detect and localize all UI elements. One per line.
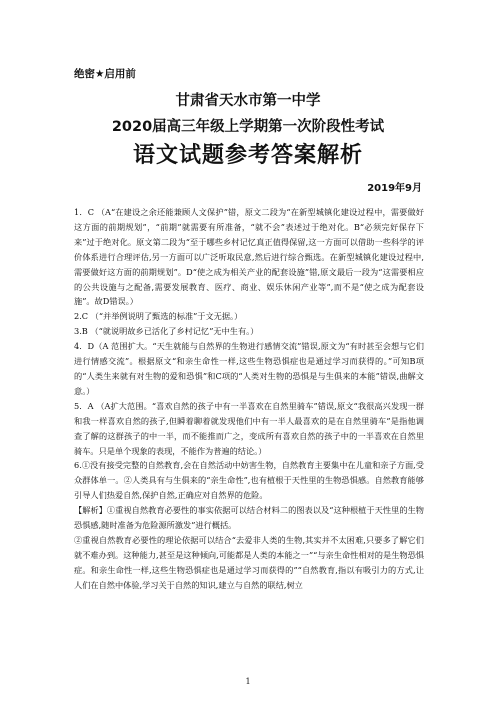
analysis-paragraph: 【解析】①重视自然教育必要性的事实依据可以结合材料二的图表以及“这种根植于天性里的生物恐惧感,随时准备为危险源所激发”进行概括。 [74, 505, 424, 531]
answer-paragraph: 2.C （“并举例说明了甄选的标准”于文无据。） [74, 311, 243, 322]
answer-paragraph: 6.①没有接受完整的自然教育,会在自然活动中妨害生物，自然教育主要集中在儿童和亲子方面,受众群体单一。②人类具有与生俱来的“亲生命性”,也有植根于天性里的生物恐惧感。自然教育能够引导人们热爱自然,保护自然,正确应对自然界的危险。 [74, 460, 424, 501]
exam-name: 2020届高三年级上学期第一次阶段性考试 [111, 119, 385, 135]
answer-paragraph: 3.B （“就说明故乡已活化了乡村记忆”无中生有。） [74, 326, 259, 337]
analysis-paragraph: ②重视自然教育必要性的理论依据可以结合“去爱非人类的生物,其实并不太困难,只要多了解它们就不难办到。这种能力,甚至是这种倾向,可能都是人类的本能之一”“与亲生命性相对的是生物恐惧症。和亲生命性一样,这些生物恐惧症也是通过学习而获得的”“自然教育,指以有吸引力的方式,让人们在自然中体验,学习关于自然的知识,建立与自然的联结,树立 [74, 534, 424, 590]
answer-body [74, 205, 424, 593]
document-date: 2019年9月 [367, 183, 422, 194]
school-name: 甘肃省天水市第一中学 [175, 93, 321, 109]
secret-mark: 绝密★启用前 [74, 68, 136, 80]
answer-paragraph: 5．A （A扩大范围。“喜欢自然的孩子中有一半喜欢在自然里骑车”错误,原文“我很高兴发现一群和我一样喜欢自然的孩子,但瞬着聊着就发现他们中有一半人最喜欢的是在自然里骑车”是指他调查了解的这群孩子的中一半，而不能推而广之，变成所有喜欢自然的孩子中的一半喜欢在自然里骑车。只是单个现象的表现，不能作为普遍的结论。） [74, 400, 424, 456]
answer-paragraph: 1．C （A“在建设之余还能兼顾人文保护”错，原文二段为“在新型城镇化建设过程中，需要做好这方面的前期规划”，“前期”就需要有所准备，“就不会”表述过于绝对化。B“必须完好保存下来”过于绝对化。原文第二段为“至于哪些乡村记忆真正值得保留,这一方面可以借助一些科学的评价体系进行合理评估,另一方面可以广泛听取民意,然后进行综合甄选。在新型城镇化建设过程中,需要做好这方面的前期规划”。D“使之成为相关产业的配套设施”错,原文最后一段为“这需要相应的公共设施与之配备,需要发展教育、医疗、商业、娱乐休闲产业等”,而不是“使之成为配套设施”。故D错误。） [74, 207, 424, 307]
page-number: 1 [245, 677, 251, 686]
answer-paragraph: 4．D（A 范围扩大。“天生就能与自然界的生物进行感情交流”错误,原文为“有时甚至会想与它们进行情感交流”。根据原文“和亲生命性一样,这些生物恐惧症也是通过学习而获得的。”可知B项的“人类生来就有对生物的爱和恐惧”和C项的“人类对生物的恐惧是与生俱来的本能”错误,曲解文意。） [74, 341, 424, 396]
document-title: 语文试题参考答案解析 [132, 143, 363, 168]
